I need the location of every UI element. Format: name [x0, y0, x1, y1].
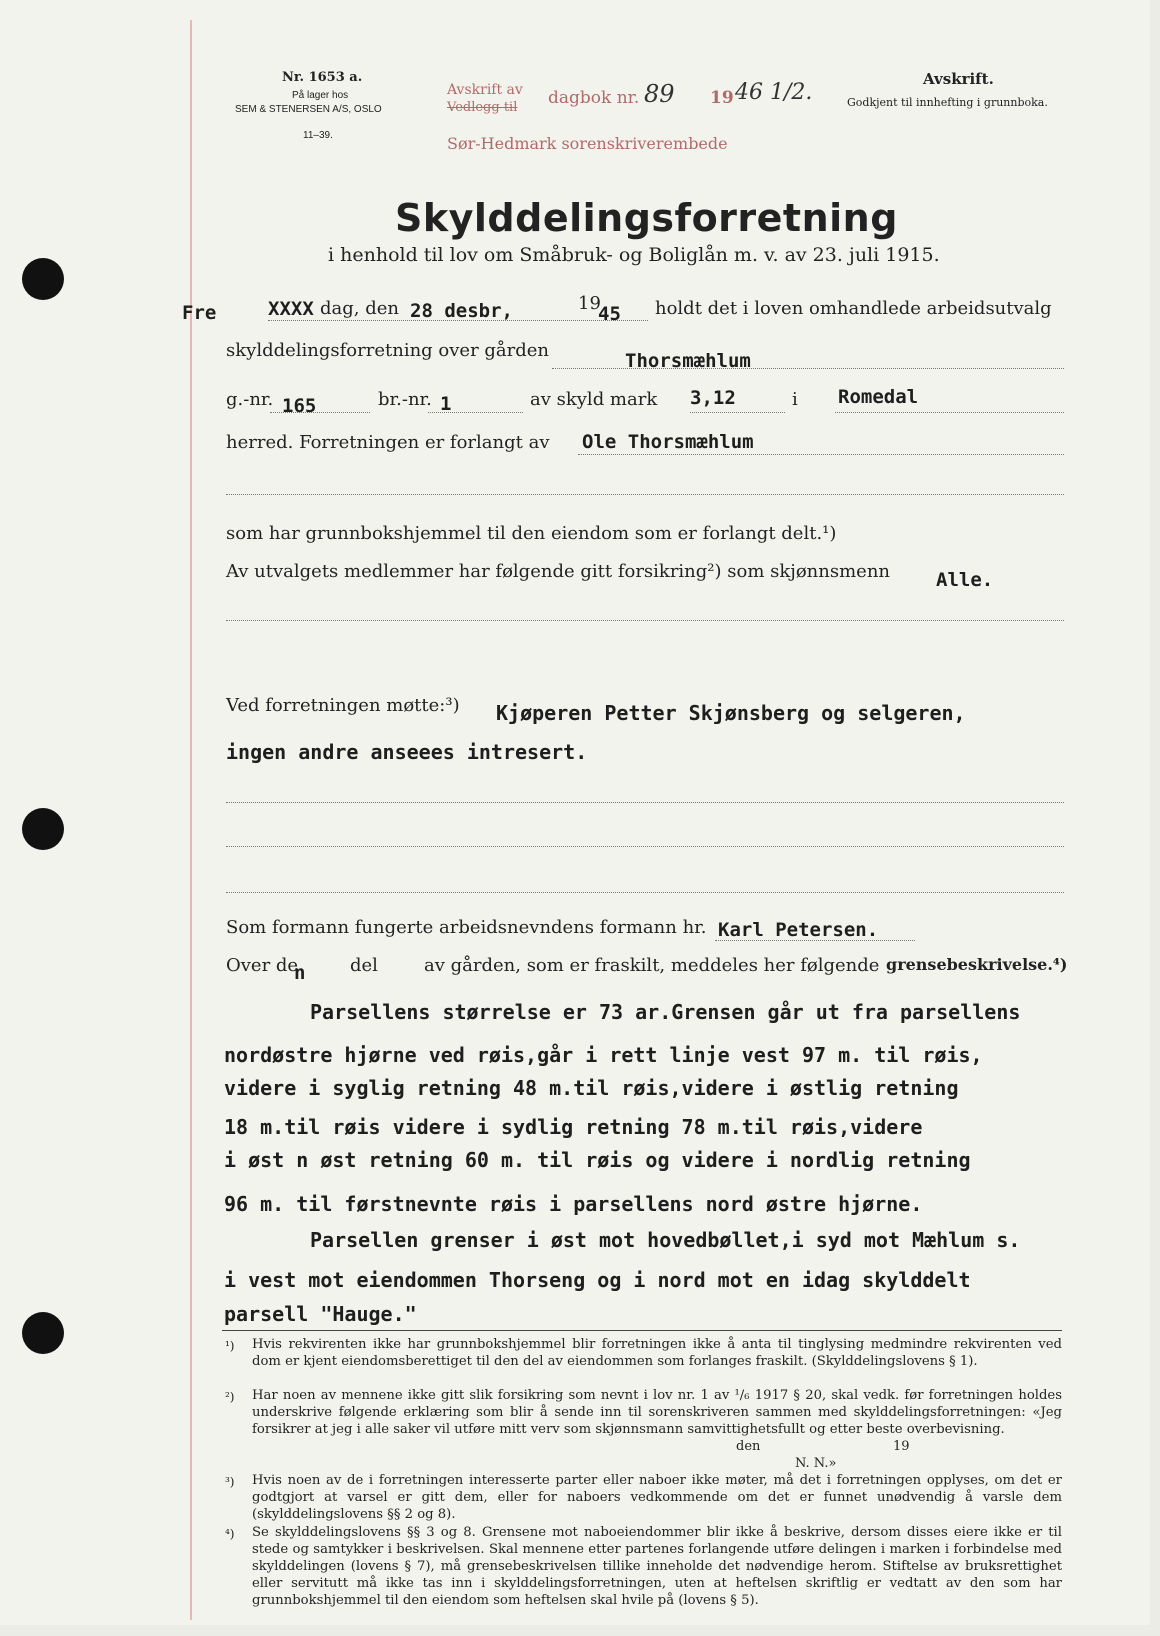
farm-label: skylddelingsforretning over gården [226, 340, 550, 361]
avskrift-sub: Godkjent til innhefting i grunnboka. [847, 96, 1048, 109]
description-line-8: i vest mot eiendommen Thorseng og i nord mot en idag skylddelt [224, 1268, 971, 1292]
requester-value: Ole Thorsmæhlum [582, 431, 754, 453]
document-title: Skylddelingsforretning [395, 196, 898, 240]
footnote-4-num: ⁴) [225, 1527, 235, 1541]
stamp-line1b: Vedlegg til [447, 100, 518, 115]
day-typed: Fre [182, 302, 217, 324]
day-struck: XXXX [268, 298, 314, 320]
description-line-9: parsell "Hauge." [224, 1302, 417, 1326]
stamp-year-prefix: 19 [710, 88, 734, 108]
forsikring-value: Alle. [936, 569, 994, 591]
grensebeskrivelse-label: grensebeskrivelse.⁴) [886, 955, 1068, 974]
punch-hole-bottom [22, 1312, 64, 1354]
fraskilt-label: av gården, som er fraskilt, meddeles her følgende [424, 955, 880, 976]
footnote-3-num: ³) [225, 1475, 235, 1489]
farm-name: Thorsmæhlum [625, 350, 751, 372]
stamp-office: Sør-Hedmark sorenskriverembede [447, 134, 728, 153]
bnr-value: 1 [440, 393, 452, 415]
over-den-suffix: n [294, 962, 306, 984]
stamp-dagbok-number: 89 [644, 80, 675, 108]
over-den-label: Over de [226, 955, 299, 976]
gnr-label: g.-nr. [226, 389, 274, 410]
description-line-3: videre i syglig retning 48 m.til røis,videre i østlig retning [224, 1076, 959, 1100]
stamp-year-hand: 46 1/2. [735, 80, 813, 105]
year-value: 45 [598, 303, 621, 325]
mottes-value1: Kjøperen Petter Skjønsberg og selgeren, [496, 701, 966, 725]
document-subtitle: i henhold til lov om Småbruk- og Boliglån m. v. av 23. juli 1915. [328, 244, 940, 266]
punch-hole-middle [22, 808, 64, 850]
footnote-4-text: Se skylddelingslovens §§ 3 og 8. Grensene mot naboeiendommer blir ikke å beskrive, dersom disses eiere ikke er til stede og samtykker i beskrivelsen. Skal mennene etter partenes forlangende utføre delingen i marken i forbindelse med skylddelingen (lovens § 7), må grensebeskrivelsen tillike inneholde det nødvendige herom. Stiftelse av bruksrettighet eller servitutt må ikke tas inn i skylddelingsforretningen, uten at heftelsen skriftlig er vedtatt av den som har grunnbokshjemmel til den eiendom som heftelsen skal hvile på (lovens § 5). [252, 1525, 1062, 1608]
footnote-1-num: ¹) [225, 1339, 235, 1353]
margin-rule [190, 20, 192, 1620]
skyld-value: 3,12 [690, 387, 736, 409]
gnr-value: 165 [282, 395, 317, 417]
footnote-2-year: 19 [893, 1439, 910, 1454]
description-line-7: Parsellen grenser i øst mot hovedbøllet,i syd mot Mæhlum s. [310, 1228, 1021, 1252]
footnote-2-sign: N. N.» [795, 1456, 837, 1471]
description-line-6: 96 m. til førstnevnte røis i parsellens nord østre hjørne. [224, 1192, 923, 1216]
form-edition: 11–39. [303, 130, 333, 141]
line1-tail: holdt det i loven omhandlede arbeidsutvalg [655, 298, 1052, 319]
description-line-5: i øst n øst retning 60 m. til røis og videre i nordlig retning [224, 1148, 971, 1172]
dag-den-label: dag, den [320, 298, 399, 319]
description-line-2: nordøstre hjørne ved røis,går i rett linje vest 97 m. til røis, [224, 1043, 983, 1067]
description-line-4: 18 m.til røis videre i sydlig retning 78 m.til røis,videre [224, 1115, 923, 1139]
formann-value: Karl Petersen. [718, 919, 879, 941]
footnote-2-num: ²) [225, 1390, 235, 1404]
mottes-label: Ved forretningen møtte:³) [226, 695, 460, 716]
mottes-value2: ingen andre anseees intresert. [226, 740, 588, 764]
bnr-label: br.-nr. [378, 389, 432, 410]
punch-hole-top [22, 258, 64, 300]
requester-label: herred. Forretningen er forlangt av [226, 432, 550, 453]
footnote-2-text: Har noen av mennene ikke gitt slik forsikring som nevnt i lov nr. 1 av ¹/₆ 1917 § 20, skal vedk. før forretningen holdes underskrive følgende erklæring som blir å sende inn til sorenskriveren sammen med skylddelingsforretningen: «Jeg forsikrer at jeg i alle saker vil utføre mitt verv som skjønnsmann samvittighetsfullt og etter beste overbevisning. [252, 1388, 1062, 1437]
form-number: Nr. 1653 a. [282, 70, 363, 85]
del-label: del [350, 955, 378, 976]
publisher-line1: På lager hos [292, 90, 349, 101]
date-value: 28 desbr, [410, 300, 513, 322]
footnote-1-text: Hvis rekvirenten ikke har grunnbokshjemmel blir forretningen ikke å anta til tinglysing medmindre rekvirenten ved dom er kjent eiendomsberettiget til den del av eiendommen som forlanges fraskilt. (Skylddelingslovens § 1). [252, 1337, 1062, 1369]
grunnbokshjemmel-line: som har grunnbokshjemmel til den eiendom som er forlangt delt.¹) [226, 523, 837, 544]
description-line-1: Parsellens størrelse er 73 ar.Grensen går ut fra parsellens [310, 1000, 1021, 1024]
footnote-2-den: den [736, 1439, 761, 1454]
stamp-dagbok-label: dagbok nr. [548, 88, 640, 108]
place-i-label: i [792, 389, 798, 410]
skyld-label: av skyld mark [530, 389, 658, 410]
place-value: Romedal [838, 386, 919, 408]
formann-label: Som formann fungerte arbeidsnevndens formann hr. [226, 917, 707, 938]
footnote-rule [222, 1330, 1062, 1331]
forsikring-label: Av utvalgets medlemmer har følgende gitt forsikring²) som skjønnsmenn [226, 561, 891, 582]
avskrift-label: Avskrift. [923, 70, 994, 88]
footnote-3-text: Hvis noen av de i forretningen interesserte parter eller naboer ikke møter, må det i forretningen opplyses, om det er godtgjort at varsel er gitt dem, eller for naboers vedkommende om det er funnet unødvendig å varsle dem (skylddelingslovens §§ 2 og 8). [252, 1473, 1062, 1522]
year-prefix: 19 [578, 293, 601, 314]
publisher-line2: SEM & STENERSEN A/S, OSLO [235, 104, 382, 115]
stamp-line1: Avskrift av [447, 82, 523, 98]
